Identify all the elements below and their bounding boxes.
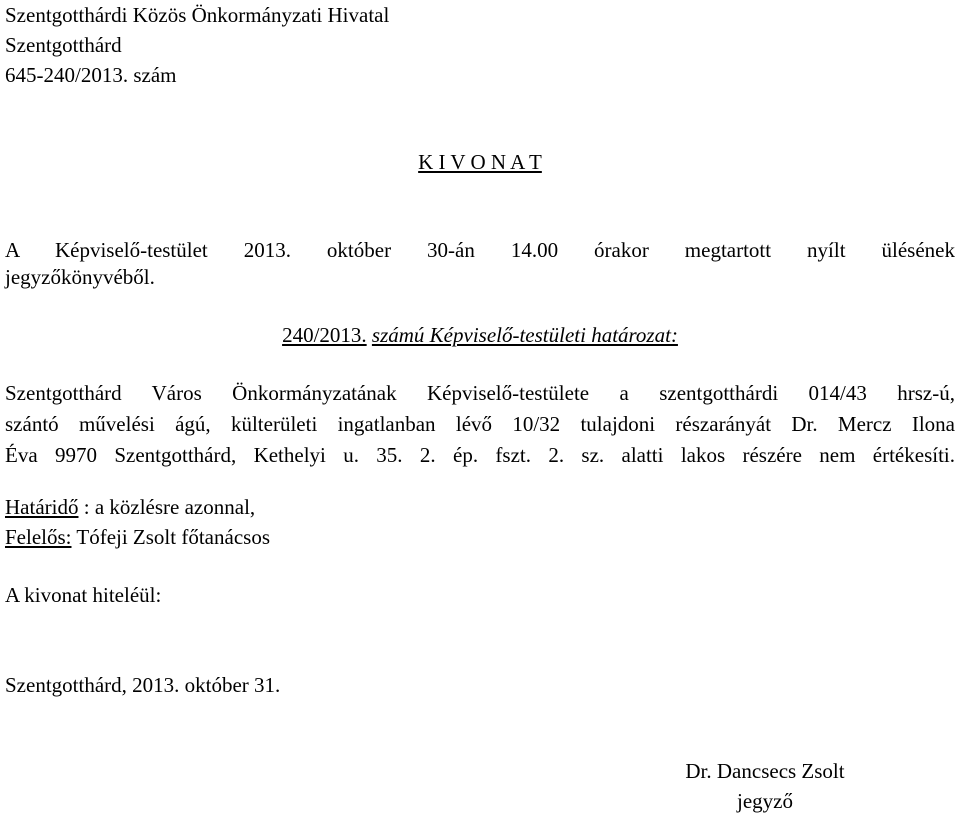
document-title bbox=[0, 149, 960, 175]
intro-line-1: A Képviselő-testület 2013. október 30-án 14.00 órakor megtartott nyílt ülésének bbox=[5, 238, 955, 262]
responsible-row bbox=[5, 524, 270, 550]
office-name: Szentgotthárdi Közös Önkormányzati Hivatal bbox=[5, 3, 390, 27]
signature-name: Dr. Dancsecs Zsolt bbox=[685, 759, 845, 783]
resolution-body-line-1: Szentgotthárd Város Önkormányzatának Képviselő-testülete a szentgotthárdi 014/43 hrsz-ú, bbox=[5, 381, 955, 405]
reference-number: 645-240/2013. szám bbox=[5, 63, 177, 87]
document-title-text: K I V O N A T bbox=[418, 150, 542, 174]
office-city: Szentgotthárd bbox=[5, 33, 122, 57]
deadline-row bbox=[5, 494, 255, 520]
place-date: Szentgotthárd, 2013. október 31. bbox=[5, 673, 281, 697]
deadline-value: : a közlésre azonnal, bbox=[78, 495, 256, 519]
signature-role: jegyző bbox=[737, 789, 793, 813]
resolution-heading bbox=[0, 322, 960, 348]
intro-line-2: jegyzőkönyvéből. bbox=[5, 265, 155, 289]
resolution-body-line-3: Éva 9970 Szentgotthárd, Kethelyi u. 35. 2. ép. fszt. 2. sz. alatti lakos részére nem értékesíti. bbox=[5, 443, 955, 467]
certification-text: A kivonat hiteléül: bbox=[5, 583, 162, 607]
resolution-body-line-2: szántó művelési ágú, külterületi ingatlanban lévő 10/32 tulajdoni részarányát Dr. Mercz Ilona bbox=[5, 412, 955, 436]
resolution-title: számú Képviselő-testületi határozat: bbox=[371, 323, 678, 347]
responsible-value: Tófeji Zsolt főtanácsos bbox=[71, 525, 270, 549]
deadline-label: Határidő bbox=[5, 495, 79, 519]
responsible-label: Felelős: bbox=[5, 525, 72, 549]
resolution-number: 240/2013. bbox=[282, 323, 367, 347]
